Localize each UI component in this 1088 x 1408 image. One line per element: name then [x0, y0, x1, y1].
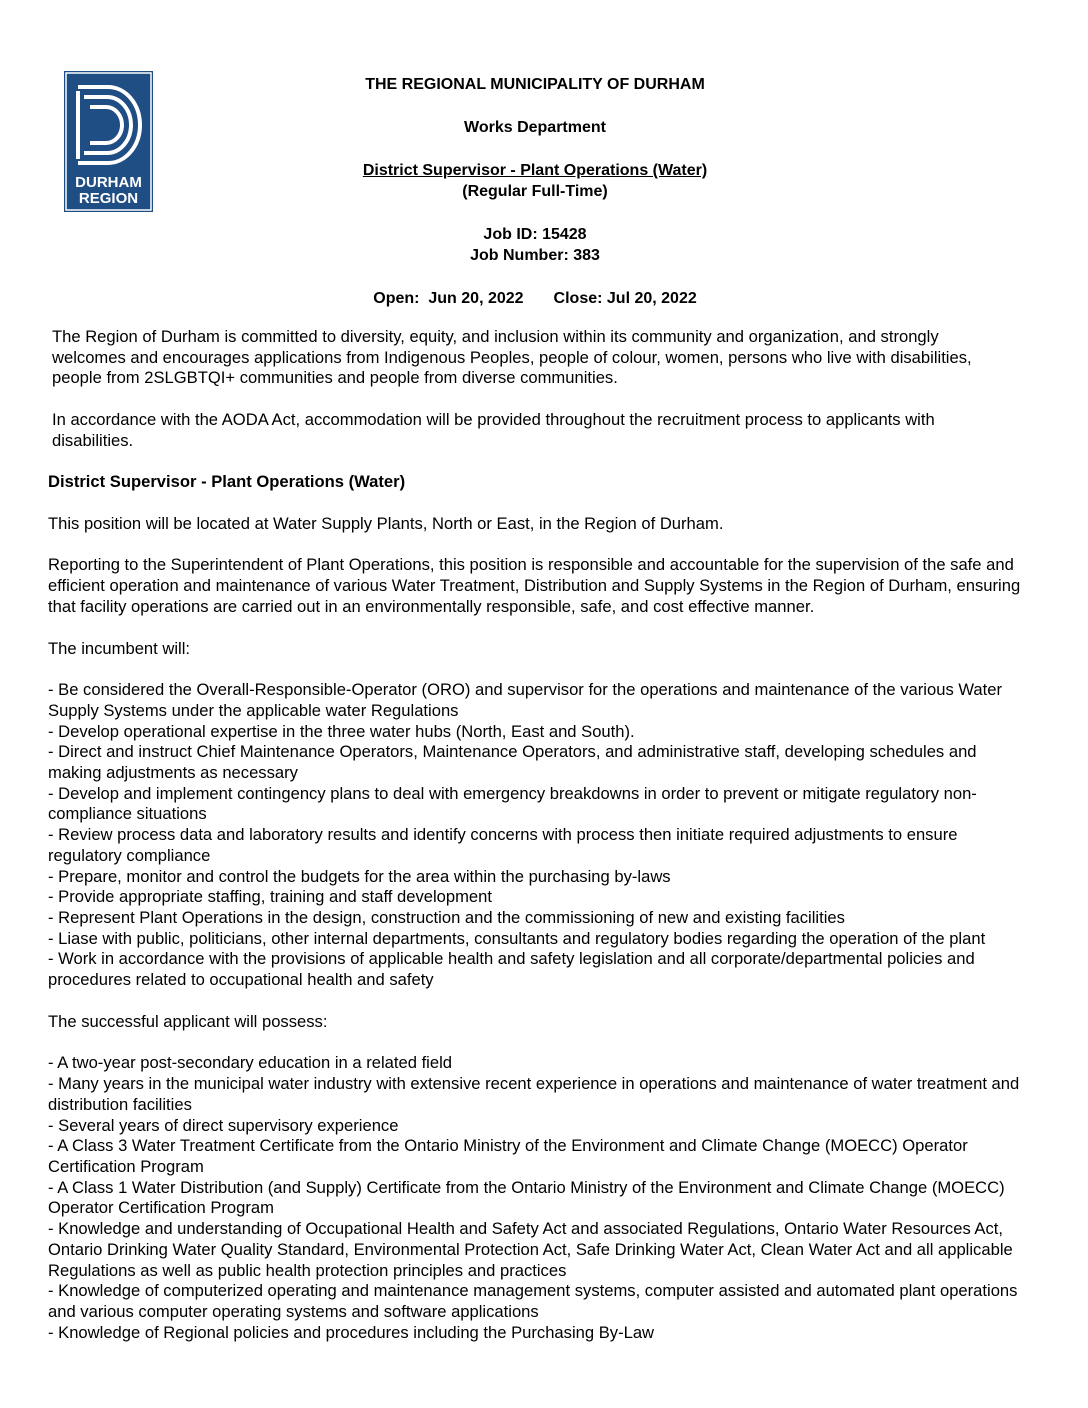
logo-text-region: REGION [78, 190, 139, 207]
duties-intro: The incumbent will: [48, 638, 191, 658]
close-date: Close: Jul 20, 2022 [553, 290, 697, 307]
open-close-dates [300, 288, 770, 309]
employment-type: (Regular Full-Time) [462, 183, 608, 200]
durham-region-logo-icon [64, 71, 153, 212]
list-item: - Direct and instruct Chief Maintenance Operators, Maintenance Operators, and administrative staff, developing schedules and making adjustments as necessary [48, 742, 977, 783]
list-item: - Prepare, monitor and control the budgets for the area within the purchasing by-laws [48, 866, 671, 886]
logo-text-durham: DURHAM [75, 174, 142, 191]
diversity-statement: The Region of Durham is committed to diversity, equity, and inclusion within its community and organization, and strongly welcomes and encourages applications from Indigenous Peoples, people of colour, women, persons who live with disabilities, people from 2SLGBTQI+ communities and people from diverse communities. [52, 327, 972, 388]
list-item: - Develop operational expertise in the three water hubs (North, East and South). [48, 721, 635, 741]
intro-section [52, 327, 1012, 473]
open-date: Open: Jun 20, 2022 [373, 290, 524, 307]
list-item: - Review process data and laboratory results and identify concerns with process then initiate required adjustments to ensure regulatory compliance [48, 825, 958, 865]
list-item: - Work in accordance with the provisions of applicable health and safety legislation and all corporate/departmental policies and procedures related to occupational health and safety [48, 949, 975, 990]
list-item: - Develop and implement contingency plans to deal with emergency breakdowns in order to prevent or mitigate regulatory non-compliance situations [48, 783, 977, 824]
department-name: Works Department [464, 119, 606, 136]
qualifications-intro: The successful applicant will possess: [48, 1011, 328, 1031]
list-item: - A Class 3 Water Treatment Certificate from the Ontario Ministry of the Environment and Climate Change (MOECC) Operator Certification Program [48, 1136, 968, 1176]
reporting-paragraph: Reporting to the Superintendent of Plant Operations, this position is responsible and accountable for the supervision of the safe and efficient operation and maintenance of various Water Treatment, Distribution and Supply Systems in the Region of Durham, ensuring that facility operations are carried out in an environmentally responsible, safe, and cost effective manner. [48, 555, 1021, 616]
section-heading: District Supervisor - Plant Operations (Water) [48, 472, 406, 491]
job-title: District Supervisor - Plant Operations (Water) [362, 162, 708, 179]
list-item: - Many years in the municipal water industry with extensive recent experience in operations and maintenance of water treatment and distribution facilities [48, 1074, 1020, 1114]
organization-name: THE REGIONAL MUNICIPALITY OF DURHAM [365, 76, 705, 93]
list-item: - A two-year post-secondary education in a related field [48, 1053, 453, 1073]
aoda-statement: In accordance with the AODA Act, accommodation will be provided throughout the recruitment process to applicants with disabilities. [52, 410, 935, 450]
list-item: - Represent Plant Operations in the design, construction and the commissioning of new and existing facilities [48, 907, 845, 927]
list-item: - Liase with public, politicians, other internal departments, consultants and regulatory bodies regarding the operation of the plant [48, 928, 986, 948]
job-number: Job Number: 383 [470, 247, 600, 264]
list-item: - Knowledge of computerized operating and maintenance management systems, computer assisted and automated plant operations and various computer operating systems and software applications [48, 1281, 1018, 1321]
job-description [48, 472, 1023, 1364]
location-paragraph: This position will be located at Water Supply Plants, North or East, in the Region of Durham. [48, 513, 724, 533]
list-item: - Provide appropriate staffing, training and staff development [48, 887, 493, 907]
qualifications-list [48, 1053, 1023, 1343]
durham-region-logo [64, 71, 153, 212]
list-item: - Several years of direct supervisory experience [48, 1115, 399, 1135]
document-header [300, 74, 770, 309]
list-item: - A Class 1 Water Distribution (and Supply) Certificate from the Ontario Ministry of the Environment and Climate Change (MOECC) Operator Certification Program [48, 1177, 1005, 1218]
list-item: - Be considered the Overall-Responsible-Operator (ORO) and supervisor for the operations and maintenance of the various Water Supply Systems under the applicable water Regulations [48, 680, 1002, 720]
duties-list [48, 680, 1023, 991]
list-item: - Knowledge of Regional policies and procedures including the Purchasing By-Law [48, 1322, 655, 1342]
job-id: Job ID: 15428 [483, 226, 587, 243]
list-item: - Knowledge and understanding of Occupational Health and Safety Act and associated Regulations, Ontario Water Resources Act, Ontario Drinking Water Quality Standard, Environmental Protection Act, Safe Drinking Water Act, Clean Water Act and all applicable Regulations as well as public health protection principles and practices [48, 1219, 1013, 1280]
